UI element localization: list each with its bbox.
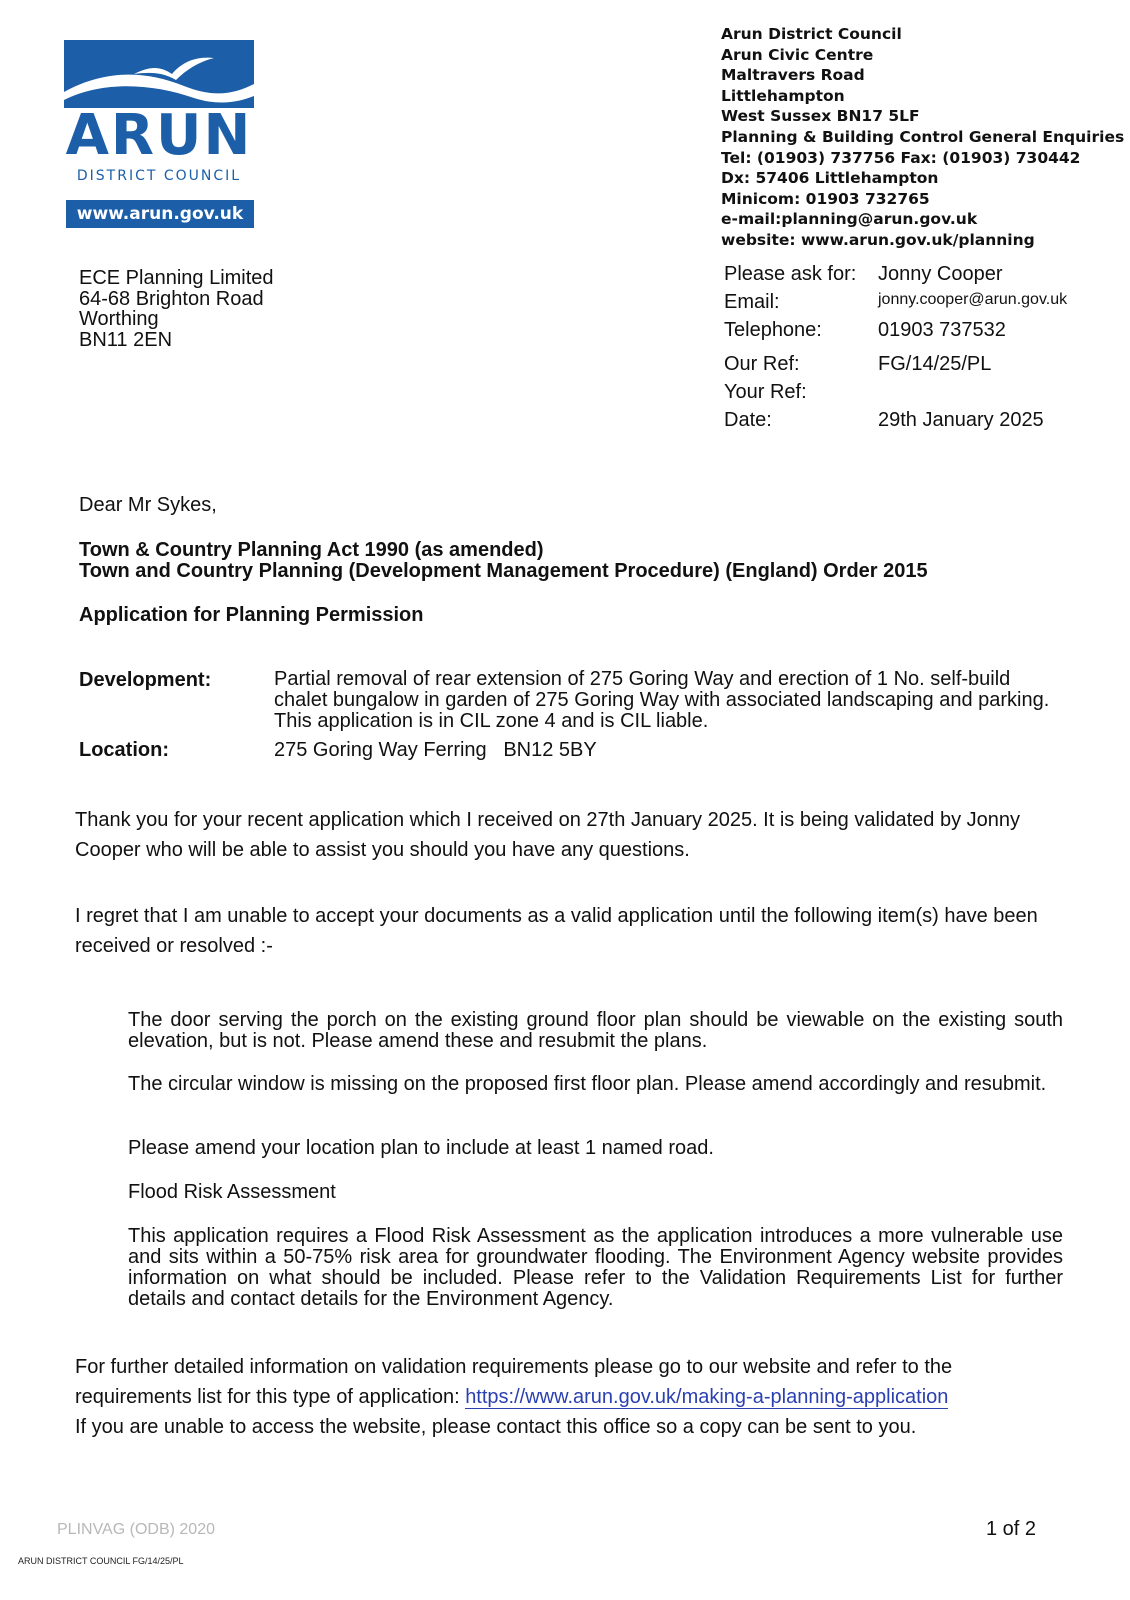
intro-paragraph: Thank you for your recent application which I received on 27th January 2025. It is being validated by Jonny Cooper who will be able to assist you should you have any questions. [75,809,1021,861]
council-minicom: Minicom: 01903 732765 [721,189,930,208]
location-value: 275 Goring Way Ferring BN12 5BY [274,739,597,761]
council-phone-fax: Tel: (01903) 737756 Fax: (01903) 730442 [721,148,1081,167]
ref-label: Our Ref: [724,353,800,375]
act-heading-1: Town & Country Planning Act 1990 (as amended) [79,539,544,561]
further-info-text: For further detailed information on validation requirements please go to our website and refer to the requirements list for this type of application: [75,1356,953,1408]
form-code: PLINVAG (ODB) 2020 [57,1521,215,1538]
council-email: e-mail:planning@arun.gov.uk [721,210,978,229]
ref-label: Your Ref: [724,381,807,403]
council-contact-block [721,24,1124,251]
ref-value: 29th January 2025 [878,409,1044,431]
page-number: 1 of 2 [986,1518,1037,1540]
council-street: Maltravers Road [721,66,865,85]
council-building: Arun Civic Centre [721,45,874,64]
council-county-postcode: West Sussex BN17 5LF [721,107,920,126]
logo-wordmark: ARUN [65,103,253,168]
ref-label: Telephone: [724,319,822,341]
council-department: Planning & Building Control General Enquiries [721,127,1125,146]
council-logo [64,40,254,230]
required-item: This application requires a Flood Risk Assessment as the application introduces a more vulnerable use and sits within a 50-75% risk area for groundwater flooding. The Environment Agency website provides information on what should be included. Please refer to the Validation Requirements List for further details and contact details for the Environment Agency. [128,1225,1063,1310]
salutation: Dear Mr Sykes, [79,494,217,516]
website-access-paragraph: If you are unable to access the website, please contact this office so a copy can be sent to you. [75,1416,917,1438]
ref-value: jonny.cooper@arun.gov.uk [878,291,1068,308]
recipient-street: 64-68 Brighton Road [79,287,264,310]
ref-label: Email: [724,291,780,313]
development-description: Partial removal of rear extension of 275 Goring Way and erection of 1 No. self-build chalet bungalow in garden of 275 Goring Way with associated landscaping and parking. This application is in CIL zone 4 and is CIL liable. [274,668,1050,732]
ref-value: FG/14/25/PL [878,353,992,375]
location-label: Location: [79,739,169,761]
required-item: The circular window is missing on the proposed first floor plan. Please amend accordingly and resubmit. [128,1073,1047,1095]
council-name: Arun District Council [721,25,902,43]
recipient-postcode: BN11 2EN [79,328,173,351]
application-heading: Application for Planning Permission [79,604,424,626]
recipient-address [79,268,274,350]
ref-value: Jonny Cooper [878,263,1003,285]
footer-reference: ARUN DISTRICT COUNCIL FG/14/25/PL [18,1556,184,1566]
logo-subtitle: DISTRICT COUNCIL [76,168,242,184]
invalid-notice-paragraph: I regret that I am unable to accept your documents as a valid application until the following item(s) have been received or resolved :- [75,905,1038,957]
seagull-wave-icon [64,40,254,108]
required-item-heading: Flood Risk Assessment [128,1181,336,1203]
logo-website: www.arun.gov.uk [66,200,254,228]
act-heading-2: Town and Country Planning (Development Management Procedure) (England) Order 2015 [79,560,928,582]
council-website: website: www.arun.gov.uk/planning [721,230,1035,249]
required-item: The door serving the porch on the existing ground floor plan should be viewable on the existing south elevation, but is not. Please amend these and resubmit the plans. [128,1009,1063,1052]
legislation-headings [79,540,928,582]
further-info-paragraph [75,1352,1065,1412]
council-town: Littlehampton [721,86,845,105]
ref-label: Date: [724,409,772,431]
requirements-link[interactable]: https://www.arun.gov.uk/making-a-planning-application [465,1386,949,1408]
council-dx: Dx: 57406 Littlehampton [721,169,939,188]
required-item: Please amend your location plan to include at least 1 named road. [128,1137,714,1159]
ref-value: 01903 737532 [878,319,1006,341]
ref-label: Please ask for: [724,263,857,285]
development-label: Development: [79,669,212,691]
recipient-town: Worthing [79,308,159,330]
recipient-company: ECE Planning Limited [79,267,274,289]
